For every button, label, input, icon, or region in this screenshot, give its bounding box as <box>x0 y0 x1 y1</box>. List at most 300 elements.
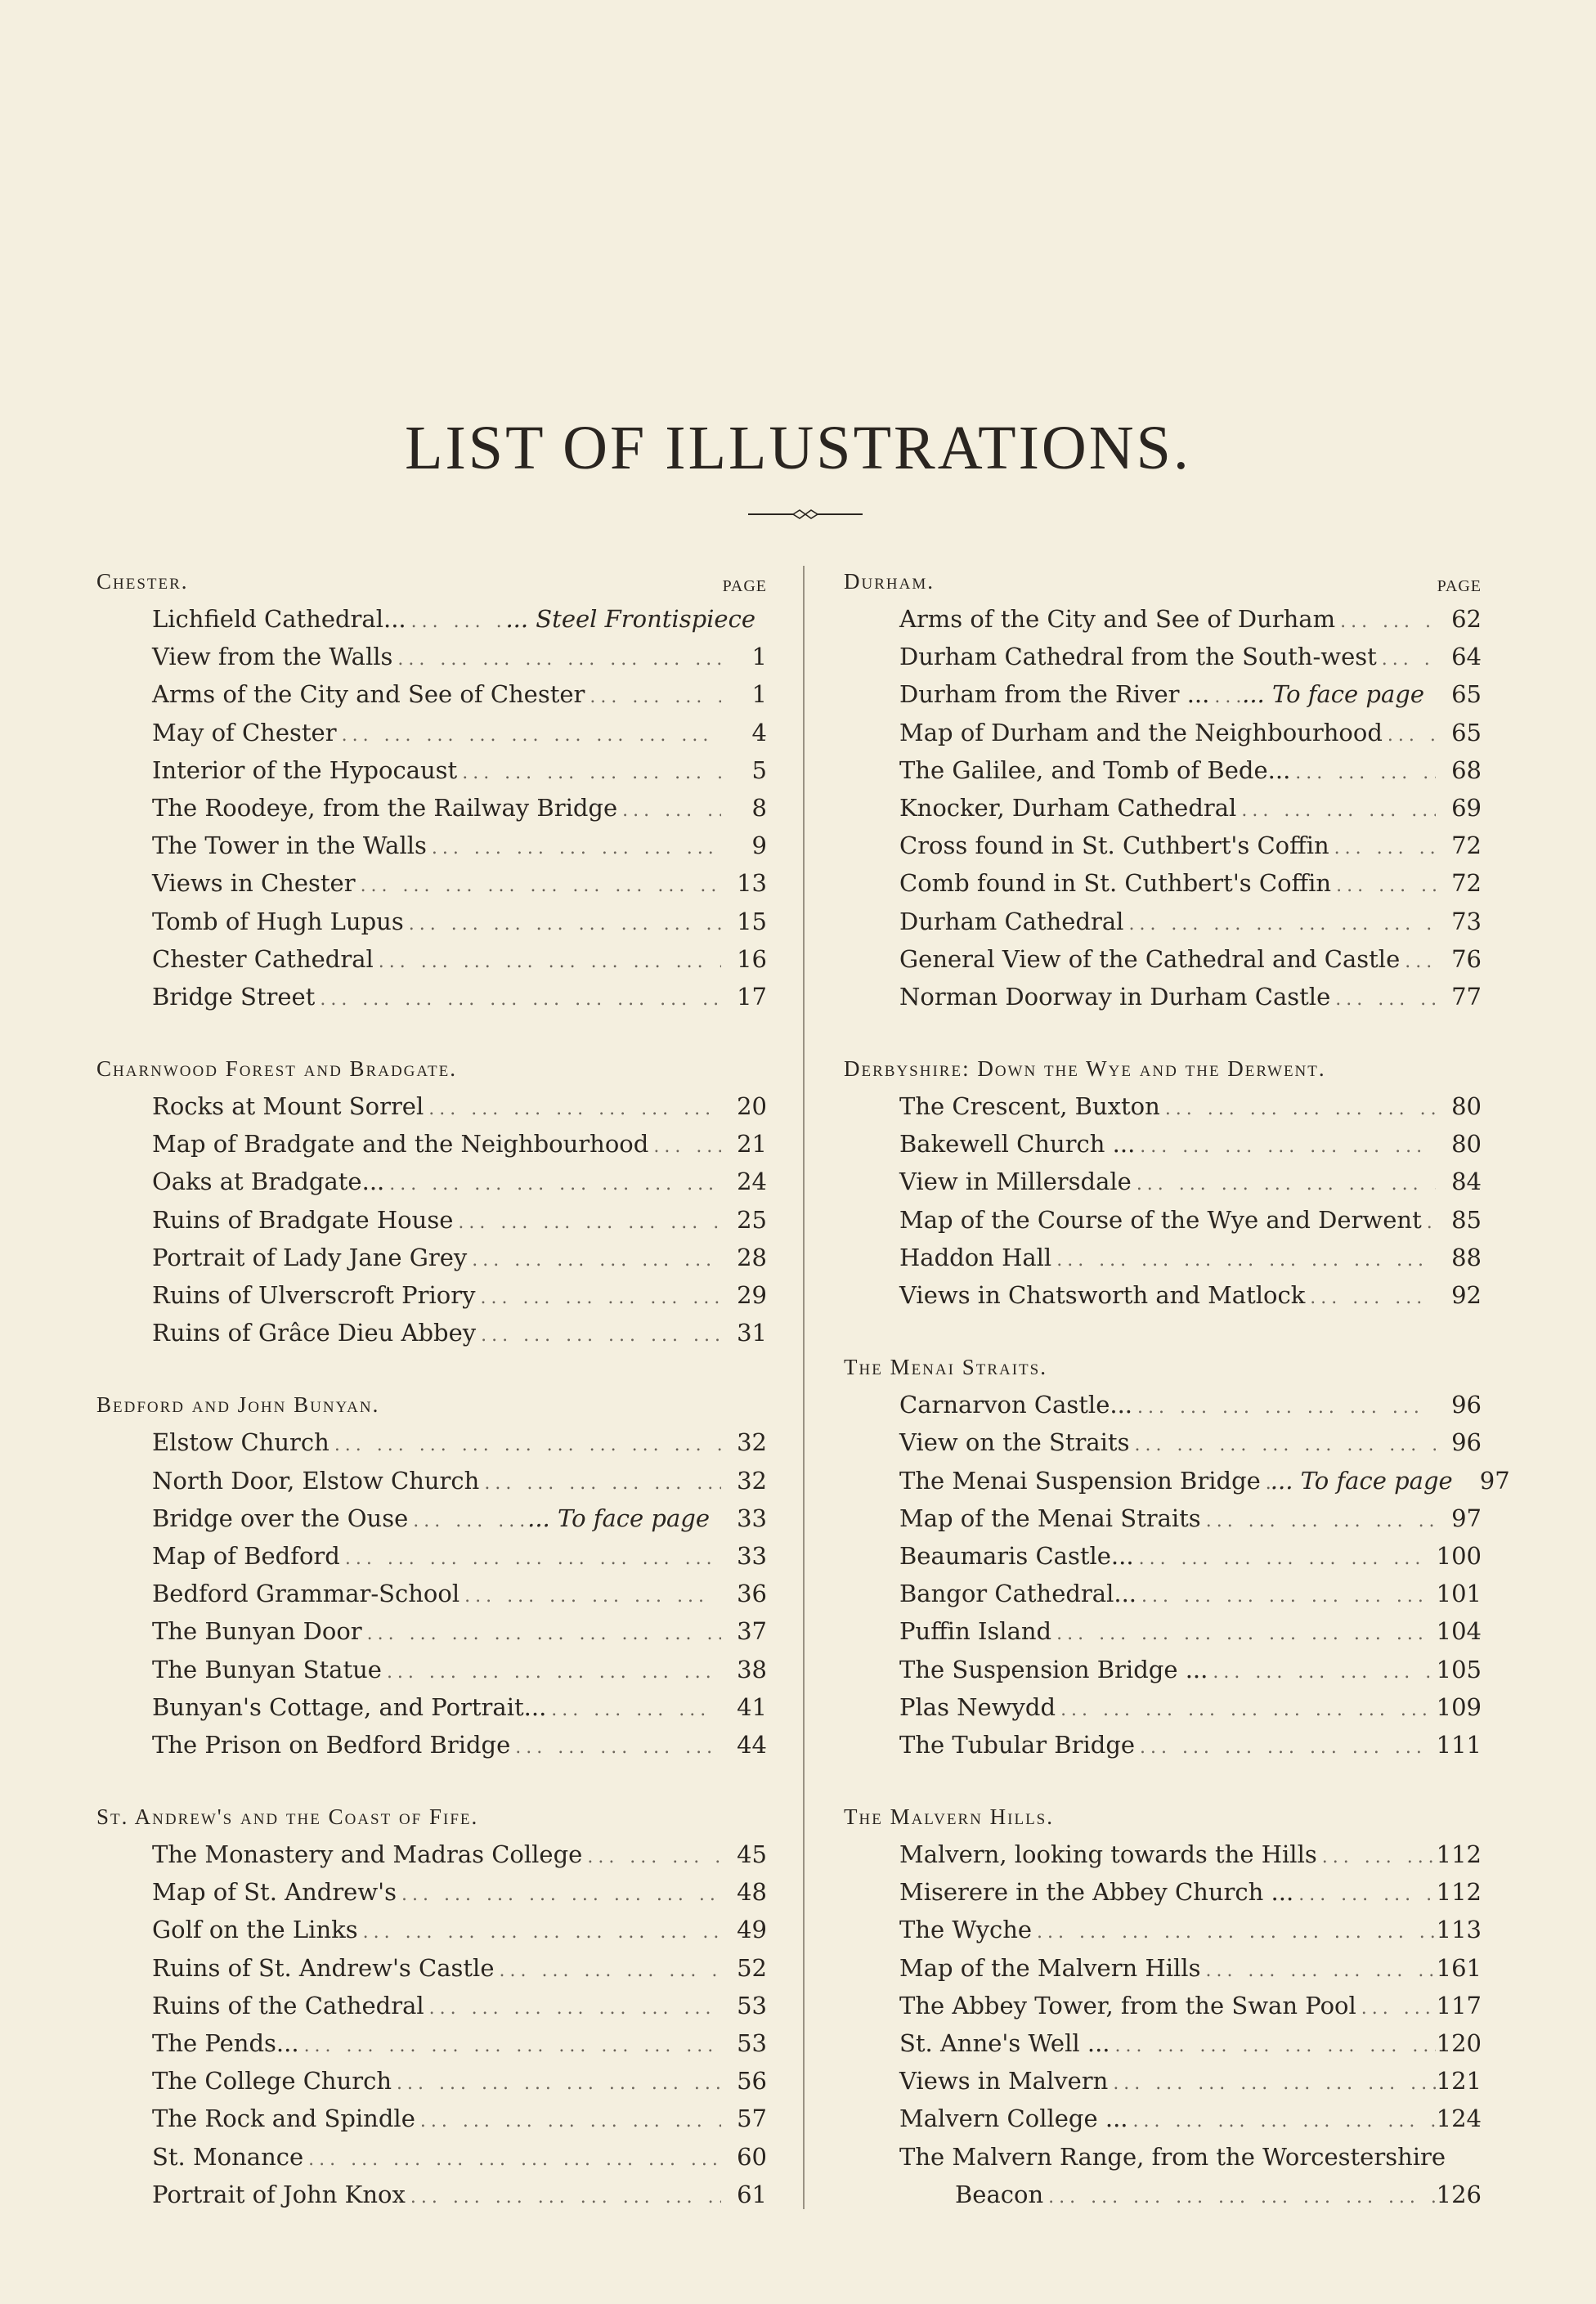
list-item <box>899 2062 1482 2100</box>
entry-title: Bakewell Church ... <box>899 1130 1136 1159</box>
list-item <box>152 1314 767 1351</box>
list-item <box>899 1836 1482 1873</box>
entry-title: Rocks at Mount Sorrel <box>152 1092 424 1121</box>
entry-title: Beacon <box>955 2180 1044 2208</box>
entry-title: The Pends... <box>152 2029 299 2057</box>
list-item <box>152 1911 767 1948</box>
page-number: 64 <box>1451 643 1482 671</box>
list-item <box>899 1688 1482 1726</box>
list-item <box>152 638 767 675</box>
list-item <box>899 1163 1482 1200</box>
entry-title: Map of Bedford <box>152 1541 340 1570</box>
section <box>844 1348 1510 1764</box>
page-number: 117 <box>1436 1991 1482 2019</box>
page-number: 53 <box>737 1991 767 2019</box>
leader-dots <box>1305 1280 1436 1317</box>
list-item <box>152 827 767 864</box>
list-item <box>899 1651 1482 1688</box>
list-item <box>152 1201 767 1239</box>
leader-dots <box>1132 1166 1436 1204</box>
entry-title: Golf on the Links <box>152 1916 358 1944</box>
entry-list <box>152 600 767 1015</box>
entry-title: The Suspension Bridge ... <box>899 1655 1208 1683</box>
list-item <box>899 1125 1482 1163</box>
page-number: 5 <box>751 755 767 784</box>
list-item <box>152 1087 767 1125</box>
leader-dots <box>476 1317 721 1355</box>
leader-dots <box>392 2065 721 2103</box>
list-item <box>152 1651 767 1688</box>
leader-dots <box>1330 981 1436 1019</box>
entry-title: The Galilee, and Tomb of Bede... <box>899 755 1291 784</box>
leader-dots <box>1383 717 1436 755</box>
page-number: 48 <box>737 1878 767 1907</box>
page-number: 120 <box>1436 2029 1482 2057</box>
list-item <box>899 1873 1482 1911</box>
page-number: 73 <box>1451 907 1482 935</box>
list-item <box>899 903 1482 940</box>
entry-list <box>152 1087 767 1351</box>
page-number: 33 <box>737 1504 767 1532</box>
list-item <box>899 1537 1482 1575</box>
entry-title: The Menai Suspension Bridge <box>899 1466 1261 1495</box>
list-item <box>152 1612 767 1650</box>
list-item <box>152 2062 767 2100</box>
entry-title: Map of the Malvern Hills <box>899 1953 1201 1982</box>
entry-title: Bridge Street <box>152 982 316 1011</box>
entry-title: Views in Malvern <box>899 2067 1109 2096</box>
entry-title: View in Millersdale <box>899 1168 1132 1196</box>
list-item <box>899 827 1482 864</box>
leader-dots <box>1136 1578 1436 1616</box>
leader-dots <box>1051 1616 1436 1653</box>
page-number: 72 <box>1451 832 1482 860</box>
list-item <box>152 714 767 751</box>
entry-title: Carnarvon Castle... <box>899 1391 1133 1419</box>
leader-dots <box>479 1465 721 1503</box>
page-number: 25 <box>737 1205 767 1234</box>
list-item <box>899 714 1482 751</box>
section-heading: The Malvern Hills. <box>844 1804 1054 1830</box>
list-item <box>899 789 1482 827</box>
entry-title: Tomb of Hugh Lupus <box>152 907 404 935</box>
section-gap <box>96 1764 767 1798</box>
page-number: 17 <box>737 982 767 1011</box>
page-number: 112 <box>1436 1878 1482 1907</box>
list-item <box>899 1726 1482 1764</box>
list-item <box>152 1125 767 1163</box>
list-item <box>152 903 767 940</box>
leader-dots <box>1209 679 1242 716</box>
page-number: 109 <box>1436 1692 1482 1721</box>
section <box>844 1798 1482 2213</box>
list-item <box>152 2024 767 2062</box>
page-number: 37 <box>737 1617 767 1646</box>
page-number: 80 <box>1451 1092 1482 1121</box>
entry-title: Lichfield Cathedral... <box>152 605 406 633</box>
list-item <box>152 1239 767 1276</box>
page-column-header: PAGE <box>722 577 767 595</box>
entry-title: North Door, Elstow Church <box>152 1466 480 1495</box>
entry-title: Bridge over the Ouse <box>152 1504 409 1532</box>
entry-title: The College Church <box>152 2067 392 2096</box>
leader-dots <box>467 1242 721 1280</box>
leader-dots <box>1056 1692 1436 1729</box>
leader-dots <box>1236 792 1436 830</box>
entry-title: Map of Durham and the Neighbourhood <box>899 718 1383 746</box>
list-item <box>152 1987 767 2024</box>
page-number: 62 <box>1451 605 1482 633</box>
page-number: 111 <box>1436 1730 1482 1759</box>
list-item <box>899 1201 1482 1239</box>
leader-dots <box>453 1204 721 1242</box>
entry-title: Durham Cathedral from the South-west <box>899 643 1377 671</box>
page-number: 28 <box>737 1243 767 1271</box>
list-item <box>899 1276 1482 1314</box>
leader-dots <box>1317 1839 1436 1876</box>
entry-list <box>899 1386 1510 1764</box>
entry-title: The Prison on Bedford Bridge <box>152 1730 511 1759</box>
page-number: 68 <box>1451 755 1482 784</box>
entry-title: Bedford Grammar-School <box>152 1580 460 1608</box>
list-item <box>152 1163 767 1200</box>
page-number: 8 <box>751 793 767 822</box>
page-column-header: PAGE <box>1437 577 1482 595</box>
entry-note: ... To face page <box>1270 1466 1453 1495</box>
section <box>844 1050 1482 1314</box>
entry-list <box>899 1087 1482 1314</box>
entry-title: The Malvern Range, from the Worcestershire <box>899 2142 1446 2171</box>
leader-dots <box>457 755 721 792</box>
leader-dots <box>1123 906 1436 944</box>
list-item <box>152 978 767 1015</box>
leader-dots <box>408 1503 527 1540</box>
page-number: 80 <box>1451 1130 1482 1159</box>
list-item <box>899 978 1482 1015</box>
list-item <box>152 2176 767 2213</box>
page-number: 38 <box>737 1655 767 1683</box>
page-number: 76 <box>1451 944 1482 973</box>
entry-title: Ruins of Ulverscroft Priory <box>152 1281 476 1309</box>
page-number: 100 <box>1436 1541 1482 1570</box>
list-item <box>152 2138 767 2176</box>
entry-title: Chester Cathedral <box>152 944 374 973</box>
page-number: 77 <box>1451 982 1482 1011</box>
leader-dots <box>330 1427 721 1464</box>
page-title: LIST OF ILLUSTRATIONS. <box>405 414 1191 482</box>
entry-list <box>152 1423 767 1764</box>
entry-title: The Wyche <box>899 1916 1033 1944</box>
entry-title: St. Anne's Well ... <box>899 2029 1110 2057</box>
leader-dots <box>476 1280 721 1317</box>
list-item <box>899 1575 1482 1612</box>
leader-dots <box>1032 1914 1436 1952</box>
leader-dots <box>1135 1128 1436 1166</box>
page-number: 33 <box>737 1541 767 1570</box>
entry-title: Miserere in the Abbey Church ... <box>899 1878 1294 1907</box>
page-number: 31 <box>737 1319 767 1347</box>
list-item <box>152 789 767 827</box>
leader-dots <box>617 792 721 830</box>
entry-title: The Rock and Spindle <box>152 2105 415 2133</box>
entry-title: Durham from the River ... <box>899 680 1210 709</box>
entry-title: Bangor Cathedral... <box>899 1580 1136 1608</box>
page-number: 32 <box>737 1466 767 1495</box>
entry-title: Map of Bradgate and the Neighbourhood <box>152 1130 649 1159</box>
list-item <box>899 2024 1482 2062</box>
entry-title: Beaumaris Castle... <box>899 1541 1134 1570</box>
entry-title: Oaks at Bradgate... <box>152 1168 385 1196</box>
leader-dots <box>495 1952 722 1990</box>
leader-dots <box>340 1540 721 1578</box>
page-number: 49 <box>737 1916 767 1944</box>
section <box>96 1050 767 1351</box>
list-item <box>152 1537 767 1575</box>
entry-title: The Crescent, Buxton <box>899 1092 1160 1121</box>
section <box>96 1386 767 1764</box>
leader-dots <box>397 1876 721 1914</box>
leader-dots <box>406 603 506 641</box>
entry-title: Norman Doorway in Durham Castle <box>899 982 1331 1011</box>
list-item <box>899 2100 1482 2137</box>
section-heading: Durham. <box>844 569 935 594</box>
section-gap <box>844 1764 1482 1798</box>
page-number: 97 <box>1479 1466 1510 1495</box>
list-item <box>899 1612 1482 1650</box>
page-number: 9 <box>751 832 767 860</box>
list-item <box>899 1987 1482 2024</box>
leader-dots <box>1043 2179 1436 2217</box>
page-number: 101 <box>1436 1580 1482 1608</box>
entry-title: The Tubular Bridge <box>899 1730 1136 1759</box>
leader-dots <box>337 717 721 755</box>
page-number: 57 <box>737 2105 767 2133</box>
section-gap <box>96 1351 767 1386</box>
leader-dots <box>1331 867 1436 905</box>
leader-dots <box>1422 1204 1436 1242</box>
list-item <box>152 1688 767 1726</box>
page-number: 15 <box>737 907 767 935</box>
entry-title: The Roodeye, from the Railway Bridge <box>152 793 618 822</box>
page-number: 124 <box>1436 2105 1482 2133</box>
leader-dots <box>362 1616 721 1653</box>
entry-title: Comb found in St. Cuthbert's Coffin <box>899 869 1332 898</box>
entry-title: Knocker, Durham Cathedral <box>899 793 1237 822</box>
leader-dots <box>1400 944 1436 981</box>
page-number: 161 <box>1436 1953 1482 1982</box>
section <box>96 1798 767 2213</box>
leader-dots <box>303 2141 721 2179</box>
section-gap <box>844 1015 1482 1050</box>
page-number: 96 <box>1451 1428 1482 1457</box>
entry-title: Views in Chatsworth and Matlock <box>899 1281 1306 1309</box>
list-item <box>152 864 767 902</box>
leader-dots <box>424 1990 721 2028</box>
section-heading: The Menai Straits. <box>844 1355 1047 1380</box>
page-number: 45 <box>737 1840 767 1869</box>
page-number: 113 <box>1436 1916 1482 1944</box>
leader-dots <box>1293 1876 1436 1914</box>
section-heading: Derbyshire: Down the Wye and the Derwent. <box>844 1056 1326 1082</box>
entry-title: Bunyan's Cottage, and Portrait... <box>152 1692 547 1721</box>
entry-title: The Tower in the Walls <box>152 832 427 860</box>
list-item <box>899 751 1482 789</box>
page-number: 84 <box>1451 1168 1482 1196</box>
list-item <box>152 1949 767 1987</box>
list-item <box>152 1726 767 1764</box>
right-column <box>844 563 1510 2213</box>
section <box>96 563 767 1015</box>
list-item <box>899 1386 1482 1423</box>
entry-title: May of Chester <box>152 718 337 746</box>
page-number: 1 <box>751 643 767 671</box>
entry-note: ... To face page <box>527 1504 710 1532</box>
entry-list <box>899 1836 1482 2213</box>
entry-title: The Bunyan Statue <box>152 1655 382 1683</box>
page-number: 92 <box>1451 1281 1482 1309</box>
leader-dots <box>1132 1389 1436 1427</box>
list-item <box>899 2138 1482 2176</box>
left-column <box>96 563 767 2213</box>
page-number: 88 <box>1451 1243 1482 1271</box>
list-item <box>899 1239 1482 1276</box>
list-item <box>899 1499 1482 1537</box>
section-heading: Charnwood Forest and Bradgate. <box>96 1056 457 1082</box>
entry-title: Malvern, looking towards the Hills <box>899 1840 1317 1869</box>
list-item <box>899 1423 1482 1461</box>
entry-title: St. Monance <box>152 2142 304 2171</box>
list-item <box>152 1499 767 1537</box>
section-heading: Bedford and John Bunyan. <box>96 1392 380 1418</box>
page-number: 69 <box>1451 793 1482 822</box>
list-item <box>152 1575 767 1612</box>
list-item <box>152 1873 767 1911</box>
entry-title: Portrait of John Knox <box>152 2180 406 2208</box>
entry-list <box>899 600 1482 1015</box>
entry-title: Ruins of Bradgate House <box>152 1205 454 1234</box>
entry-title: Interior of the Hypocaust <box>152 755 458 784</box>
entry-title: Arms of the City and See of Chester <box>152 680 585 709</box>
page-number: 13 <box>737 869 767 898</box>
page-number: 52 <box>737 1953 767 1982</box>
leader-dots <box>384 1166 721 1204</box>
page-number: 56 <box>737 2067 767 2096</box>
leader-dots <box>315 981 721 1019</box>
page-number: 61 <box>737 2180 767 2208</box>
leader-dots <box>1129 1427 1436 1464</box>
entry-title: Elstow Church <box>152 1428 330 1457</box>
page-number: 126 <box>1436 2180 1482 2208</box>
leader-dots <box>510 1729 721 1767</box>
entry-title: The Abbey Tower, from the Swan Pool <box>899 1991 1356 2019</box>
list-item <box>899 2176 1482 2213</box>
section <box>844 563 1482 1015</box>
list-item <box>899 1462 1510 1499</box>
leader-dots <box>1329 830 1436 867</box>
leader-dots <box>1128 2103 1436 2140</box>
entry-title: Portrait of Lady Jane Grey <box>152 1243 468 1271</box>
page-number: 72 <box>1451 869 1482 898</box>
page-number: 4 <box>751 718 767 746</box>
entry-title: Durham Cathedral <box>899 907 1124 935</box>
entry-title: View on the Straits <box>899 1428 1130 1457</box>
entry-title: View from the Walls <box>152 643 393 671</box>
leader-dots <box>392 641 721 679</box>
page-number: 112 <box>1436 1840 1482 1869</box>
list-item <box>899 1087 1482 1125</box>
entry-title: General View of the Cathedral and Castle <box>899 944 1401 973</box>
entry-title: Map of St. Andrew's <box>152 1878 397 1907</box>
page-number: 65 <box>1451 680 1482 709</box>
leader-dots <box>585 679 721 716</box>
leader-dots <box>648 1128 721 1166</box>
page-number: 65 <box>1451 718 1482 746</box>
entry-title: Cross found in St. Cuthbert's Coffin <box>899 832 1329 860</box>
leader-dots <box>1110 2028 1436 2065</box>
section-gap <box>844 1314 1482 1348</box>
leader-dots <box>406 2179 721 2217</box>
list-item <box>152 1276 767 1314</box>
leader-dots <box>424 1091 721 1128</box>
leader-dots <box>1160 1091 1436 1128</box>
entry-title: Plas Newydd <box>899 1692 1056 1721</box>
page-number: 96 <box>1451 1391 1482 1419</box>
leader-dots <box>1208 1654 1436 1692</box>
page-number: 29 <box>737 1281 767 1309</box>
leader-dots <box>582 1839 721 1876</box>
entry-title: Map of the Course of the Wye and Derwent <box>899 1205 1422 1234</box>
page-number: 36 <box>737 1580 767 1608</box>
leader-dots <box>427 830 721 867</box>
page-number: 44 <box>737 1730 767 1759</box>
entry-title: Malvern College ... <box>899 2105 1128 2133</box>
leader-dots <box>1135 1729 1436 1767</box>
leader-dots <box>358 1914 721 1952</box>
entry-title: Arms of the City and See of Durham <box>899 605 1336 633</box>
page-number: 16 <box>737 944 767 973</box>
leader-dots <box>1335 603 1436 641</box>
list-item <box>152 1423 767 1461</box>
entry-title: The Bunyan Door <box>152 1617 362 1646</box>
entry-title: Ruins of the Cathedral <box>152 1991 424 2019</box>
leader-dots <box>1290 755 1436 792</box>
list-item <box>152 1836 767 1873</box>
leader-dots <box>1200 1952 1436 1990</box>
page-number: 97 <box>1451 1504 1482 1532</box>
list-item <box>152 940 767 978</box>
entry-note: ... Steel Frontispiece <box>505 605 755 633</box>
leader-dots <box>1134 1540 1436 1578</box>
leader-dots <box>1356 1990 1436 2028</box>
page-number: 104 <box>1436 1617 1482 1646</box>
section-heading: St. Andrew's and the Coast of Fife. <box>96 1804 479 1830</box>
page-number: 121 <box>1436 2067 1482 2096</box>
entry-title: Map of the Menai Straits <box>899 1504 1201 1532</box>
leader-dots <box>1051 1242 1436 1280</box>
list-item <box>899 600 1482 638</box>
leader-dots <box>382 1654 721 1692</box>
leader-dots <box>404 906 721 944</box>
page-number: 1 <box>751 680 767 709</box>
entry-title: Puffin Island <box>899 1617 1052 1646</box>
leader-dots <box>374 944 721 981</box>
leader-dots <box>1377 641 1436 679</box>
leader-dots <box>460 1578 721 1616</box>
leader-dots <box>1201 1503 1436 1540</box>
entry-note: ... To face page <box>1242 680 1424 709</box>
list-item <box>152 675 767 713</box>
page-number: 60 <box>737 2142 767 2171</box>
